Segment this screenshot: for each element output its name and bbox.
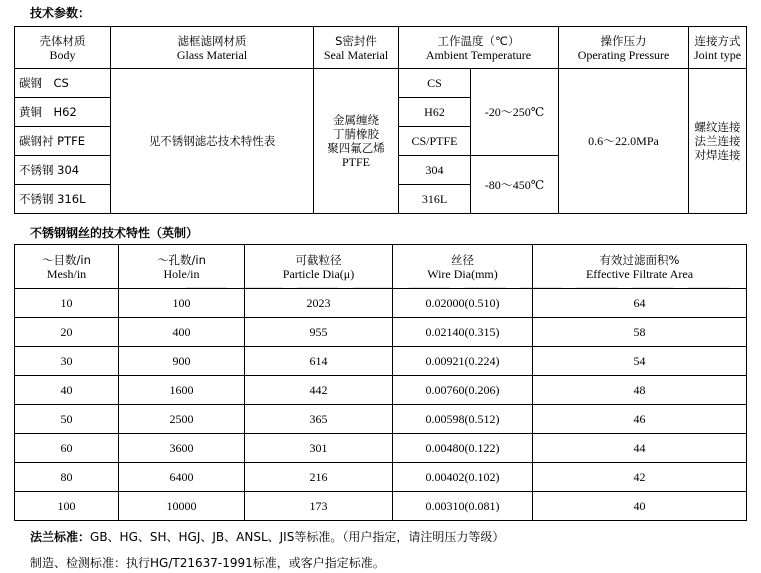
temp-material-cell: H62	[399, 98, 471, 127]
mesh-cell: 30	[15, 347, 119, 376]
temp-range-cell: -80～450℃	[471, 156, 559, 214]
particle-cell: 173	[245, 492, 393, 521]
header-seal-material: S密封件 Seal Material	[314, 27, 399, 69]
mesh-cell: 100	[15, 492, 119, 521]
hole-cell: 2500	[119, 405, 245, 434]
hole-cell: 1600	[119, 376, 245, 405]
header-wire-dia: 丝径 Wire Dia(mm)	[393, 245, 533, 289]
area-cell: 44	[533, 434, 747, 463]
wire-specs-table	[14, 244, 747, 521]
particle-cell: 442	[245, 376, 393, 405]
particle-cell: 614	[245, 347, 393, 376]
table-header-row	[15, 245, 747, 289]
wire-cell: 0.00310(0.081)	[393, 492, 533, 521]
temp-material-cell: CS	[399, 69, 471, 98]
section-title-wire-specs: 不锈钢钢丝的技术特性（英制）	[30, 226, 199, 240]
table-row	[15, 318, 747, 347]
joint-type-cell: 螺纹连接 法兰连接 对焊连接	[689, 69, 747, 214]
header-particle-dia: 可截粒径 Particle Dia(μ)	[245, 245, 393, 289]
mesh-cell: 10	[15, 289, 119, 318]
glass-material-cell: 见不锈钢滤芯技术特性表	[111, 69, 314, 214]
hole-cell: 6400	[119, 463, 245, 492]
particle-cell: 2023	[245, 289, 393, 318]
particle-cell: 216	[245, 463, 393, 492]
hole-cell: 3600	[119, 434, 245, 463]
hole-cell: 400	[119, 318, 245, 347]
table-header-row	[15, 27, 747, 69]
area-cell: 64	[533, 289, 747, 318]
header-hole: ～孔数/in Hole/in	[119, 245, 245, 289]
particle-cell: 301	[245, 434, 393, 463]
tech-params-table	[14, 26, 747, 214]
flange-standard-note	[30, 528, 504, 545]
wire-cell: 0.02140(0.315)	[393, 318, 533, 347]
area-cell: 54	[533, 347, 747, 376]
flange-standard-label: 法兰标准：	[30, 530, 91, 544]
header-operating-pressure: 操作压力 Operating Pressure	[559, 27, 689, 69]
manufacture-standard-note: 制造、检测标准：执行HG/T21637-1991标准，或客户指定标准。	[30, 556, 385, 570]
wire-cell: 0.00921(0.224)	[393, 347, 533, 376]
temp-material-cell: CS/PTFE	[399, 127, 471, 156]
mesh-cell: 20	[15, 318, 119, 347]
area-cell: 42	[533, 463, 747, 492]
wire-cell: 0.00598(0.512)	[393, 405, 533, 434]
body-cell: 碳钢衬 PTFE	[15, 127, 111, 156]
body-cell: 不锈钢 316L	[15, 185, 111, 214]
mesh-cell: 60	[15, 434, 119, 463]
area-cell: 48	[533, 376, 747, 405]
table-row	[15, 69, 747, 98]
area-cell: 46	[533, 405, 747, 434]
header-body: 壳体材质 Body	[15, 27, 111, 69]
hole-cell: 900	[119, 347, 245, 376]
body-cell: 黄铜 H62	[15, 98, 111, 127]
pressure-cell: 0.6～22.0MPa	[559, 69, 689, 214]
wire-cell: 0.00760(0.206)	[393, 376, 533, 405]
wire-cell: 0.00402(0.102)	[393, 463, 533, 492]
watermark: ⸻ ⸻ ⸻ ⸻ ⸻ ⸻ ⸻ ⸻ ⸻ ⸻	[185, 277, 734, 297]
mesh-cell: 80	[15, 463, 119, 492]
temp-material-cell: 316L	[399, 185, 471, 214]
table-row	[15, 463, 747, 492]
wire-cell: 0.00480(0.122)	[393, 434, 533, 463]
header-glass-material: 滤框滤网材质 Glass Material	[111, 27, 314, 69]
temp-range-cell: -20～250℃	[471, 69, 559, 156]
mesh-cell: 50	[15, 405, 119, 434]
seal-material-cell: 金属缠绕 丁腈橡胶 聚四氟乙烯 PTFE	[314, 69, 399, 214]
header-ambient-temperature: 工作温度（℃） Ambient Temperature	[399, 27, 559, 69]
hole-cell: 10000	[119, 492, 245, 521]
table-row	[15, 492, 747, 521]
body-cell: 碳钢 CS	[15, 69, 111, 98]
table-row	[15, 376, 747, 405]
wire-cell: 0.02000(0.510)	[393, 289, 533, 318]
header-filtrate-area: 有效过滤面积% Effective Filtrate Area	[533, 245, 747, 289]
particle-cell: 365	[245, 405, 393, 434]
temp-material-cell: 304	[399, 156, 471, 185]
table-row	[15, 434, 747, 463]
flange-standard-text: GB、HG、SH、HGJ、JB、ANSL、JIS等标准。（用户指定，请注明压力等级）	[90, 530, 505, 544]
area-cell: 58	[533, 318, 747, 347]
table-row	[15, 347, 747, 376]
hole-cell: 100	[119, 289, 245, 318]
body-cell: 不锈钢 304	[15, 156, 111, 185]
table-row	[15, 289, 747, 318]
mesh-cell: 40	[15, 376, 119, 405]
table-row	[15, 405, 747, 434]
header-joint-type: 连接方式 Joint type	[689, 27, 747, 69]
section-title-tech-params: 技术参数：	[30, 6, 91, 20]
particle-cell: 955	[245, 318, 393, 347]
area-cell: 40	[533, 492, 747, 521]
header-mesh: ～目数/in Mesh/in	[15, 245, 119, 289]
